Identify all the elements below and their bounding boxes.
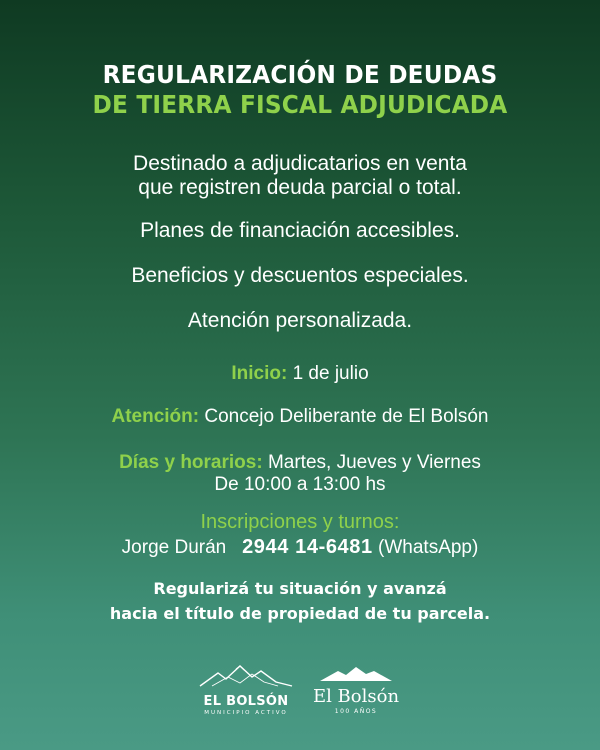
municipio-tagline: MUNICIPIO ACTIVO xyxy=(204,710,288,716)
closing-line-1: Regularizá tu situación y avanzá xyxy=(153,579,447,598)
mountains-icon xyxy=(198,664,294,688)
attention-text: Atención personalizada. xyxy=(187,309,413,332)
centenario-tagline: 100 AÑOS xyxy=(334,708,378,715)
description-line-1: Destinado a adjudicatarios en venta xyxy=(133,152,467,175)
description-paragraph xyxy=(0,152,600,200)
inscripciones-row xyxy=(0,511,600,559)
inicio-row xyxy=(0,363,600,385)
poster-title xyxy=(0,60,600,120)
municipio-logo xyxy=(196,664,296,716)
inscripciones-label: Inscripciones y turnos: xyxy=(200,511,400,533)
dias-row xyxy=(0,452,600,496)
dias-value: Martes, Jueves y Viernes xyxy=(267,452,481,473)
inicio-label: Inicio: xyxy=(231,363,288,384)
contact-phone: 2944 14-6481 xyxy=(242,536,373,558)
closing-message xyxy=(0,576,600,626)
contact-channel: (WhatsApp) xyxy=(378,537,479,558)
dias-label: Días y horarios: xyxy=(119,452,263,473)
municipio-name: EL BOLSÓN xyxy=(203,694,289,709)
benefits-text: Beneficios y descuentos especiales. xyxy=(131,264,469,287)
title-line-2: DE TIERRA FISCAL ADJUDICADA xyxy=(92,90,508,119)
title-line-1: REGULARIZACIÓN DE DEUDAS xyxy=(102,60,498,89)
description-line-2: que registren deuda parcial o total. xyxy=(138,176,462,199)
atencion-row xyxy=(0,406,600,428)
atencion-label: Atención: xyxy=(111,406,200,427)
inicio-value: 1 de julio xyxy=(292,363,369,384)
contact-name: Jorge Durán xyxy=(121,537,227,558)
mountain-silhouette-icon xyxy=(316,666,396,682)
closing-line-2: hacia el título de propiedad de tu parcela. xyxy=(109,604,491,623)
financing-text: Planes de financiación accesibles. xyxy=(140,219,460,242)
centenario-logo xyxy=(306,666,406,715)
centenario-name: El Bolsón xyxy=(312,686,400,707)
horario-value: De 10:00 a 13:00 hs xyxy=(214,474,386,495)
atencion-value: Concejo Deliberante de El Bolsón xyxy=(204,406,489,427)
